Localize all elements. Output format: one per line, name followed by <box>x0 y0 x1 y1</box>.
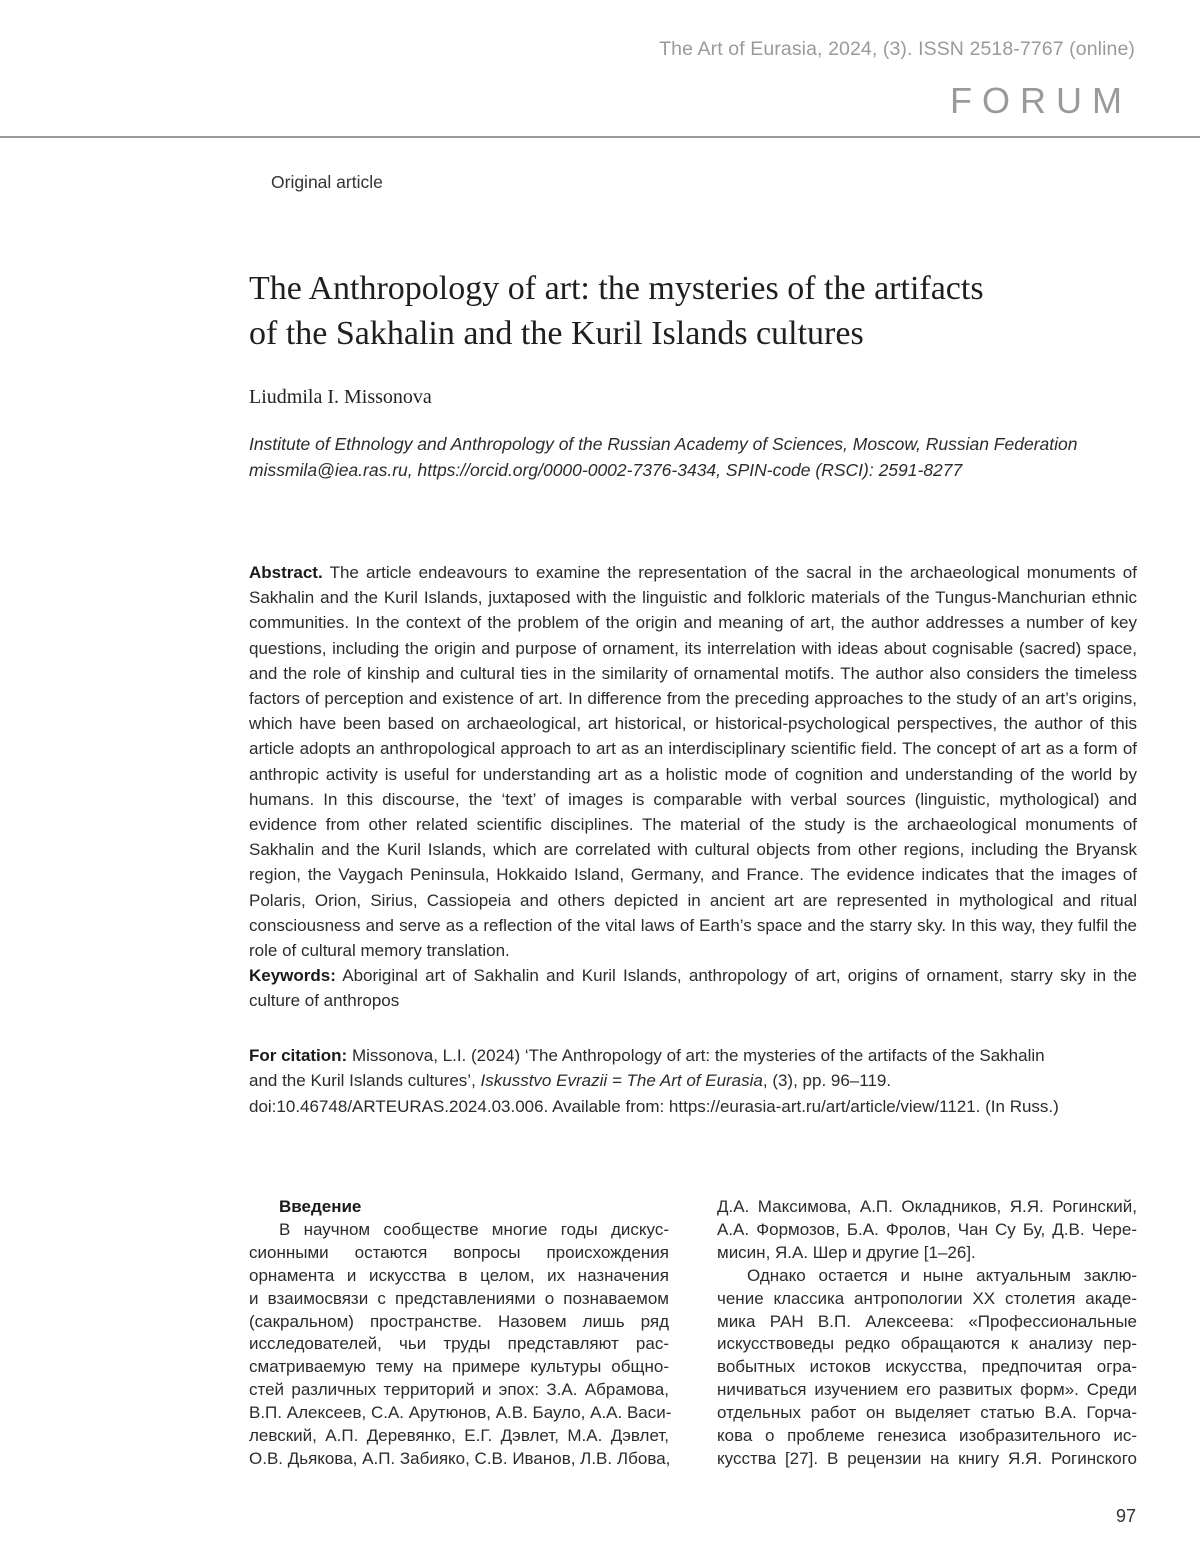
citation-journal: Iskusstvo Evrazii = The Art of Eurasia <box>480 1071 763 1091</box>
body-line: Д.А. Максимова, А.П. Окладников, Я.Я. Рогинский, <box>717 1197 1137 1216</box>
affiliation: Institute of Ethnology and Anthropology of the Russian Academy of Sciences, Moscow, Russian Federation <box>249 434 1078 454</box>
keywords-label: Keywords: <box>249 966 336 986</box>
abstract <box>249 560 1137 963</box>
section-heading: Введение <box>279 1197 362 1216</box>
body-line: сматриваемую тему на примере культуры общно- <box>249 1357 669 1377</box>
body-line: орнамента и искусства в целом, их назначения <box>249 1265 669 1285</box>
body-line: В научном сообществе многие годы дискус- <box>279 1219 669 1239</box>
title-line: of the Sakhalin and the Kuril Islands cultures <box>249 315 864 352</box>
page-number: 97 <box>1115 1506 1136 1526</box>
body-line: кова о проблеме генезиса изобразительного ис- <box>717 1426 1137 1446</box>
article-title <box>249 266 1149 356</box>
body-column-left <box>249 1196 672 1471</box>
citation-line <box>249 1068 1137 1093</box>
abstract-text: The article endeavours to examine the representation of the sacral in the archaeological monuments of Sakhalin and the Kuril Islands, juxtaposed with the linguistic and folkloric materials of the Tungus-Manchurian ethnic communities. In the context of the problem of the origin and meaning of art, the author addresses a number of key questions, including the origin and purpose of ornament, its interrelation with ideas about cognisable (sacred) space, and the role of kinship and cultural ties in the similarity of ornamental motifs. The author also considers the timeless factors of perception and existence of art. In difference from the preceding approaches to the study of an art’s origins, which have been based on archaeological, art historical, or historical-psychological perspectives, the author of this article adopts an anthropological approach to art as an interdisciplinary scientific field. The concept of art as a form of anthropic activity is useful for understanding art as a holistic mode of cognition and understanding of the world by humans. In this discourse, the ‘text’ of images is comparable with verbal sources (linguistic, mythological) and evidence from other related scientific disciplines. The material of the study is the archaeological monuments of Sakhalin and the Kuril Islands, which are correlated with cultural objects from other regions, including the Bryansk region, the Vaygach Peninsula, Hokkaido Island, Germany, and France. The evidence indicates that the images of Polaris, Orion, Sirius, Cassiopeia and others depicted in ancient art are represented in mythological and ritual consciousness and serve as a reflection of the vital laws of Earth’s space and the starry sky. In this way, they fulfil the role of cultural memory translation. <box>249 563 1137 961</box>
body-line: А.А. Формозов, Б.А. Фролов, Чан Су Бу, Д.В. Чере- <box>717 1219 1137 1239</box>
body-line: сионными остаются вопросы происхождения <box>249 1242 669 1262</box>
article-type: Original article <box>271 172 383 192</box>
body-line: чение классика антропологии XX столетия акаде- <box>717 1288 1137 1308</box>
affiliation-block <box>249 431 1149 483</box>
body-line: отдельных работ он выделяет статью В.А. Горча- <box>717 1403 1137 1423</box>
body-line: ничиваться изучением его развитых форм». Среди <box>717 1380 1137 1400</box>
keywords <box>249 963 1137 1013</box>
body-line: Однако остается и ныне актуальным заклю- <box>747 1265 1137 1285</box>
body-line: искусствоведы редко обращаются к анализу пер- <box>717 1334 1137 1354</box>
abstract-section <box>249 560 1137 1014</box>
body-line: левский, А.П. Деревянко, Е.Г. Дэвлет, М.А. Дэвлет, <box>249 1426 669 1446</box>
citation-line <box>249 1043 1137 1068</box>
journal-header: The Art of Eurasia, 2024, (3). ISSN 2518-7767 (online) <box>659 38 1135 60</box>
body-line: О.В. Дьякова, А.П. Забияко, С.В. Иванов, Л.В. Лбова, <box>249 1448 671 1468</box>
body-line: вобытных истоков искусства, предпочитая огра- <box>717 1357 1137 1377</box>
title-line: The Anthropology of art: the mysteries of the artifacts <box>249 270 984 307</box>
body-column-right <box>717 1196 1137 1471</box>
citation-text: Missonova, L.I. (2024) ‘The Anthropology of art: the mysteries of the artifacts of the Sakhalin <box>351 1046 1045 1065</box>
body-line: исследователей, чьи труды представляют рас- <box>249 1334 669 1354</box>
body-line: В.П. Алексеев, С.А. Арутюнов, А.В. Бауло, А.А. Васи- <box>249 1403 672 1423</box>
citation-text: and the Kuril Islands cultures’, <box>249 1071 476 1091</box>
header-divider <box>0 136 1200 138</box>
citation-label: For citation: <box>249 1046 348 1065</box>
citation-text: , (3), pp. 96–119. <box>762 1071 892 1091</box>
author-name: Liudmila I. Missonova <box>249 386 432 408</box>
body-line: мика РАН В.П. Алексеева: «Профессиональные <box>717 1311 1137 1331</box>
citation-line: doi:10.46748/ARTEURAS.2024.03.006. Available from: https://eurasia-art.ru/art/article/view/1121. (In Russ.) <box>249 1096 1059 1116</box>
body-line: и взаимосвязи с представлениями о познаваемом <box>249 1288 669 1308</box>
author-contact: missmila@iea.ras.ru, https://orcid.org/0000-0002-7376-3434, SPIN-code (RSCI): 2591-8277 <box>249 460 963 480</box>
body-line: кусства [27]. В рецензии на книгу Я.Я. Рогинского <box>717 1448 1137 1468</box>
abstract-label: Abstract. <box>249 563 323 582</box>
citation-block <box>249 1043 1137 1119</box>
section-label: FORUM <box>950 80 1132 121</box>
body-line: стей различных территорий и эпох: З.А. Абрамова, <box>249 1380 669 1400</box>
body-line: (сакральном) пространстве. Назовем лишь ряд <box>249 1311 669 1331</box>
body-line: мисин, Я.А. Шер и другие [1–26]. <box>717 1242 976 1262</box>
keywords-text: Aboriginal art of Sakhalin and Kuril Islands, anthropology of art, origins of ornament, starry sky in the culture of anthropos <box>249 966 1137 1011</box>
